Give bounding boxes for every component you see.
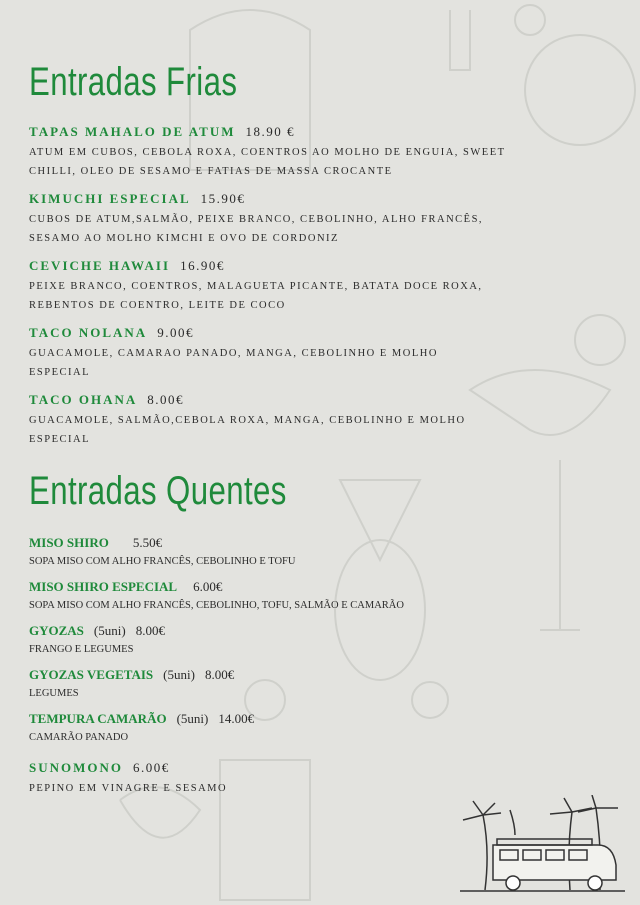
item-name: TACO NOLANA	[29, 325, 148, 340]
item-price: 6.00€	[193, 579, 223, 594]
item-description: PEIXE BRANCO, COENTROS, MALAGUETA PICANTE, BATATA DOCE ROXA, REBENTOS DE COENTRO, LEITE DE COCO	[29, 281, 483, 311]
item-price: 18.90 €	[245, 124, 295, 139]
item-description: CAMARÃO PANADO	[29, 732, 129, 743]
menu-column	[29, 58, 519, 798]
item-description: SOPA MISO COM ALHO FRANCÊS, CEBOLINHO E TOFU	[29, 556, 296, 567]
section-entradas-quentes	[29, 467, 519, 798]
item-name: TEMPURA CAMARÃO	[29, 711, 167, 726]
item-units: (5uni)	[93, 623, 126, 638]
item-name: GYOZAS VEGETAIS	[29, 667, 154, 682]
menu-item	[29, 325, 489, 382]
item-description: GUACAMOLE, SALMÃO,CEBOLA ROXA, MANGA, CEBOLINHO E MOLHO ESPECIAL	[29, 415, 466, 445]
item-description: ATUM EM CUBOS, CEBOLA ROXA, COENTROS AO MOLHO DE ENGUIA, SWEET CHILLI, OLEO DE SESAMO E FATIAS DE MASSA CROCANTE	[29, 147, 506, 177]
item-description: FRANGO E LEGUMES	[29, 644, 134, 655]
section-entradas-frias	[29, 58, 519, 449]
item-description: GUACAMOLE, CAMARAO PANADO, MANGA, CEBOLINHO E MOLHO ESPECIAL	[29, 348, 438, 378]
menu-item	[29, 535, 519, 569]
item-price: 8.00€	[135, 623, 165, 638]
item-name: TAPAS MAHALO DE ATUM	[29, 124, 236, 139]
item-price: 8.00€	[147, 392, 184, 407]
item-name: KIMUCHI ESPECIAL	[29, 191, 191, 206]
item-name: TACO OHANA	[29, 392, 138, 407]
menu-item	[29, 667, 519, 701]
item-price: 15.90€	[200, 191, 246, 206]
menu-item	[29, 579, 519, 613]
item-price: 9.00€	[157, 325, 194, 340]
menu-item	[29, 191, 519, 248]
item-price: 8.00€	[204, 667, 235, 682]
item-description: PEPINO EM VINAGRE E SESAMO	[29, 783, 228, 794]
item-description: SOPA MISO COM ALHO FRANCÊS, CEBOLINHO, TOFU, SALMÃO E CAMARÃO	[29, 600, 404, 611]
item-name: MISO SHIRO ESPECIAL	[29, 579, 178, 594]
menu-item	[29, 392, 499, 449]
van-palm-trees-illustration	[455, 795, 630, 895]
menu-item	[29, 711, 519, 745]
menu-item	[29, 258, 519, 315]
item-name: CEVICHE HAWAII	[29, 258, 171, 273]
item-price: 14.00€	[218, 711, 255, 726]
item-description: LEGUMES	[29, 688, 79, 699]
menu-item	[29, 623, 519, 657]
section-title: Entradas Frias	[29, 60, 238, 104]
item-price: 16.90€	[180, 258, 225, 273]
item-name: GYOZAS	[29, 623, 84, 638]
item-name: MISO SHIRO	[29, 535, 109, 550]
item-units: (5uni)	[176, 711, 209, 726]
item-name: SUNOMONO	[29, 760, 123, 775]
item-price: 6.00€	[133, 760, 170, 775]
section-title: Entradas Quentes	[29, 469, 287, 513]
menu-item	[29, 760, 519, 798]
menu-item	[29, 124, 519, 181]
item-price: 5.50€	[132, 535, 163, 550]
item-units: (5uni)	[163, 667, 195, 682]
item-description: CUBOS DE ATUM,SALMÃO, PEIXE BRANCO, CEBOLINHO, ALHO FRANCÊS, SESAMO AO MOLHO KIMCHI E OVO DE CORDONIZ	[29, 214, 484, 244]
